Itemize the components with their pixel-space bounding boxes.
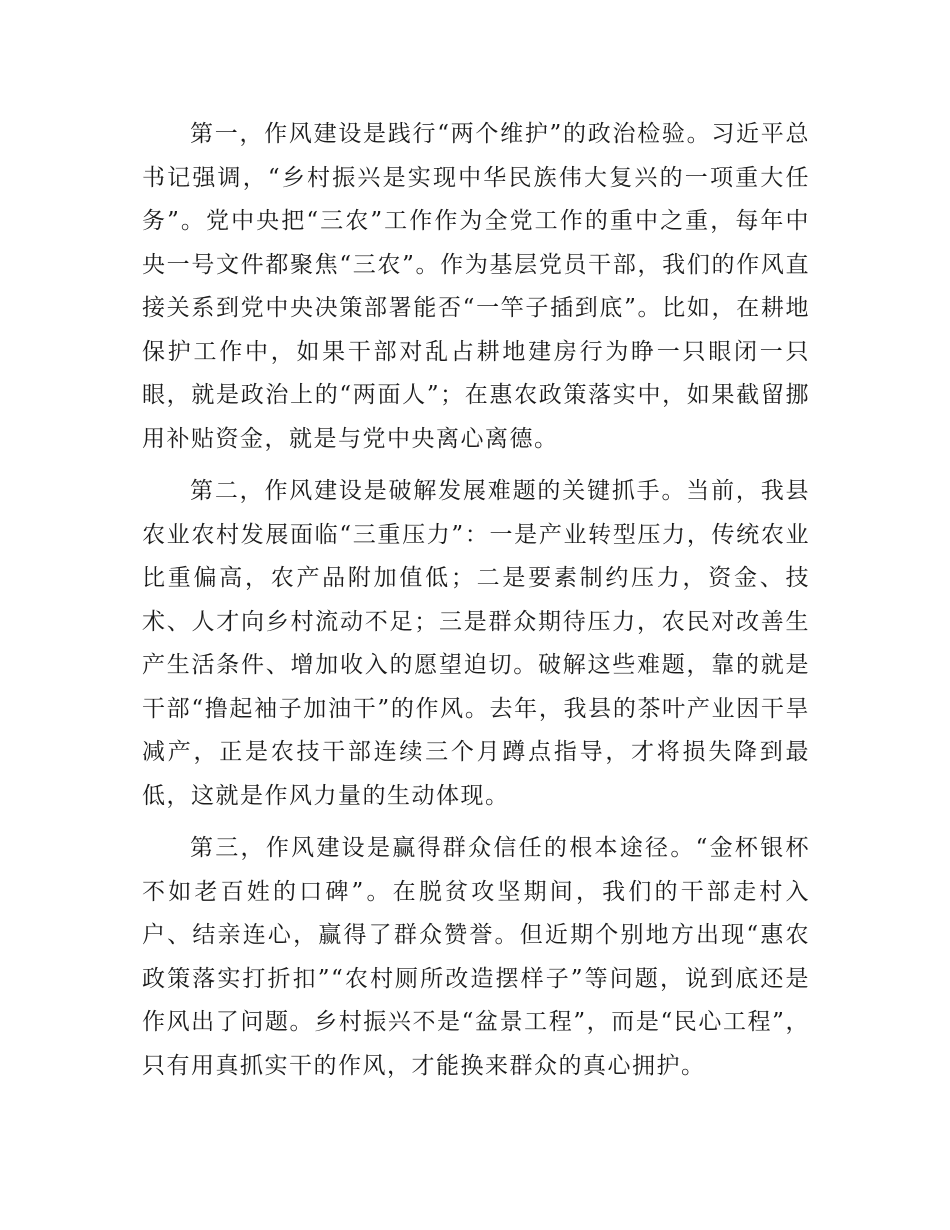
document-body [142,113,810,1097]
paragraph-3: 第三，作风建设是赢得群众信任的根本途径。“金杯银杯不如老百姓的口碑”。在脱贫攻坚期间，我们的干部走村入户、结亲连心，赢得了群众赞誉。但近期个别地方出现“惠农政策落实打折扣”“农村厕所改造摆样子”等问题，说到底还是作风出了问题。乡村振兴不是“盆景工程”，而是“民心工程”，只有用真抓实干的作风，才能换来群众的真心拥护。 [142,835,810,1079]
paragraph-2: 第二，作风建设是破解发展难题的关键抓手。当前，我县农业农村发展面临“三重压力”：一是产业转型压力，传统农业比重偏高，农产品附加值低；二是要素制约压力，资金、技术、人才向乡村流动不足；三是群众期待压力，农民对改善生产生活条件、增加收入的愿望迫切。破解这些难题，靠的就是干部“撸起袖子加油干”的作风。去年，我县的茶叶产业因干旱减产，正是农技干部连续三个月蹲点指导，才将损失降到最低，这就是作风力量的生动体现。 [142,478,810,809]
paragraph-1: 第一，作风建设是践行“两个维护”的政治检验。习近平总书记强调，“乡村振兴是实现中华民族伟大复兴的一项重大任务”。党中央把“三农”工作作为全党工作的重中之重，每年中央一号文件都聚焦“三农”。作为基层党员干部，我们的作风直接关系到党中央决策部署能否“一竿子插到底”。比如，在耕地保护工作中，如果干部对乱占耕地建房行为睁一只眼闭一只眼，就是政治上的“两面人”；在惠农政策落实中，如果截留挪用补贴资金，就是与党中央离心离德。 [142,121,810,452]
